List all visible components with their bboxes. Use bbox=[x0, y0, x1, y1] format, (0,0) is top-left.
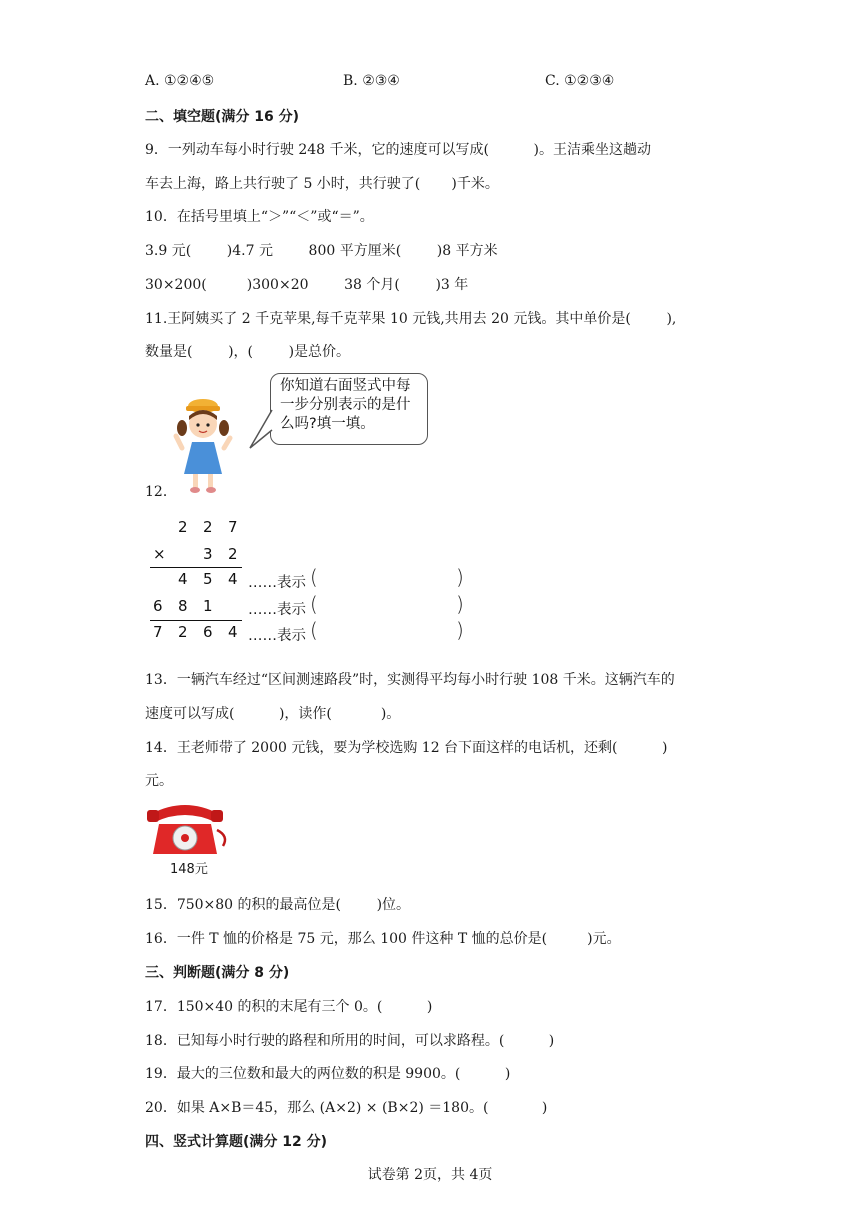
option-c: C. ①②③④ bbox=[545, 73, 615, 89]
bubble-tail bbox=[248, 408, 274, 450]
multiply-sign: × bbox=[153, 545, 166, 563]
bracket-open: ( bbox=[310, 618, 318, 642]
bracket-open: ( bbox=[310, 565, 318, 589]
calc-digit: 1 bbox=[203, 597, 213, 615]
calc-digit: 7 bbox=[228, 518, 238, 536]
step-note-2: ……表示 bbox=[248, 602, 306, 618]
q15: 15．750×80 的积的最高位是( )位。 bbox=[145, 897, 411, 913]
q13-line-2: 速度可以写成( )，读作( )。 bbox=[145, 706, 401, 722]
calc-rule bbox=[150, 567, 242, 568]
bracket-close: ) bbox=[456, 618, 464, 642]
calc-digit: 4 bbox=[178, 570, 188, 588]
q11-line-2: 数量是( )，( )是总价。 bbox=[145, 344, 351, 360]
phone-price: 148元 bbox=[170, 862, 208, 877]
calc-digit: 2 bbox=[203, 518, 213, 536]
calc-digit: 6 bbox=[153, 597, 163, 615]
q9-line-2: 车去上海，路上共行驶了 5 小时，共行驶了( )千米。 bbox=[145, 176, 499, 192]
q17: 17．150×40 的积的末尾有三个 0。( ) bbox=[145, 999, 433, 1015]
option-b: B. ②③④ bbox=[343, 73, 400, 89]
q10-line-3: 30×200( )300×20 38 个月( )3 年 bbox=[145, 277, 469, 293]
q10-line-2: 3.9 元( )4.7 元 800 平方厘米( )8 平方米 bbox=[145, 243, 498, 259]
calc-digit: 4 bbox=[228, 570, 238, 588]
bubble-text: 你知道右面竖式中每一步分别表示的是什么吗?填一填。 bbox=[280, 378, 411, 432]
calc-digit: 6 bbox=[203, 623, 213, 641]
calc-digit: 7 bbox=[153, 623, 163, 641]
q11-line-1: 11.王阿姨买了 2 千克苹果,每千克苹果 10 元钱,共用去 20 元钱。其中单价是( ), bbox=[145, 311, 677, 327]
step-note-3: ……表示 bbox=[248, 628, 306, 644]
q18: 18．已知每小时行驶的路程和所用的时间，可以求路程。( ) bbox=[145, 1033, 555, 1049]
q13-line-1: 13．一辆汽车经过“区间测速路段”时，实测得平均每小时行驶 108 千米。这辆汽车的 bbox=[145, 672, 675, 688]
calc-digit: 3 bbox=[203, 545, 213, 563]
calc-digit: 8 bbox=[178, 597, 188, 615]
q14-line-2: 元。 bbox=[145, 773, 173, 789]
calc-digit: 2 bbox=[178, 518, 188, 536]
q9-line-1: 9．一列动车每小时行驶 248 千米，它的速度可以写成( )。王洁乘坐这趟动 bbox=[145, 142, 651, 158]
step-note-1: ……表示 bbox=[248, 575, 306, 591]
section-3-title: 三、判断题(满分 8 分) bbox=[145, 965, 290, 981]
section-4-title: 四、竖式计算题(满分 12 分) bbox=[145, 1134, 328, 1150]
q19: 19．最大的三位数和最大的两位数的积是 9900。( ) bbox=[145, 1066, 511, 1082]
section-2-title: 二、填空题(满分 16 分) bbox=[145, 109, 300, 125]
telephone-icon bbox=[145, 800, 229, 858]
page-footer: 试卷第 2页，共 4页 bbox=[367, 1167, 493, 1183]
q20: 20．如果 A×B＝45，那么 (A×2) × (B×2) ＝180。( ) bbox=[145, 1100, 548, 1116]
calc-digit: 4 bbox=[228, 623, 238, 641]
q14-line-1: 14．王老师带了 2000 元钱，要为学校选购 12 台下面这样的电话机，还剩( ) bbox=[145, 740, 668, 756]
girl-illustration bbox=[172, 398, 234, 496]
option-a: A. ①②④⑤ bbox=[145, 73, 215, 89]
q12-label: 12． bbox=[145, 484, 177, 500]
calc-digit: 2 bbox=[228, 545, 238, 563]
q10-line-1: 10．在括号里填上“＞”“＜”或“＝”。 bbox=[145, 209, 374, 225]
bracket-close: ) bbox=[456, 565, 464, 589]
calc-rule bbox=[150, 620, 242, 621]
bracket-close: ) bbox=[456, 592, 464, 616]
calc-digit: 2 bbox=[178, 623, 188, 641]
q16: 16．一件 T 恤的价格是 75 元，那么 100 件这种 T 恤的总价是( )元。 bbox=[145, 931, 621, 947]
calc-digit: 5 bbox=[203, 570, 213, 588]
bracket-open: ( bbox=[310, 592, 318, 616]
